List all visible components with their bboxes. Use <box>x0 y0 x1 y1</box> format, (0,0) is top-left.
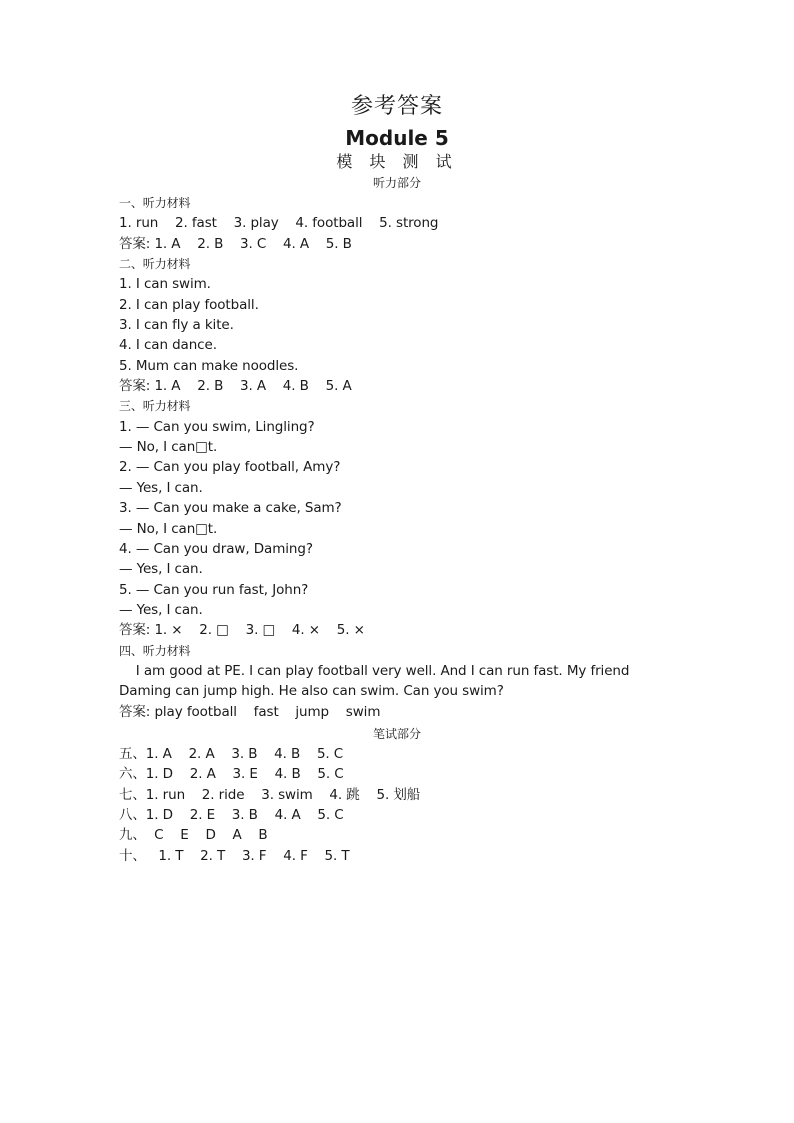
section-4-heading: 四、听力材料 <box>119 643 191 658</box>
answer-line: 八、1. D 2. E 3. B 4. A 5. C <box>119 807 344 824</box>
passage-line: Daming can jump high. He also can swim. Can you swim? <box>119 683 504 700</box>
section-2-heading: 二、听力材料 <box>119 257 191 272</box>
answer-line: 十、 1. T 2. T 3. F 4. F 5. T <box>119 847 350 864</box>
answer-line: 1. — Can you swim, Lingling? <box>119 418 315 435</box>
module-test-subtitle: 模 块 测 试 <box>336 152 458 171</box>
answer-line: — No, I can□t. <box>119 439 218 456</box>
listening-answers <box>119 193 719 722</box>
answer-line: 答案: 1. A 2. B 3. C 4. A 5. B <box>119 235 352 252</box>
answer-line: 5. — Can you run fast, John? <box>119 581 309 598</box>
answer-line: — Yes, I can. <box>119 601 203 618</box>
answer-line: 3. — Can you make a cake, Sam? <box>119 500 342 517</box>
section-3-heading: 三、听力材料 <box>119 399 191 414</box>
answer-line: 1. I can swim. <box>119 276 211 293</box>
answer-line: 4. I can dance. <box>119 337 217 354</box>
answer-line: 5. Mum can make noodles. <box>119 357 299 374</box>
answer-line: 答案: play football fast jump swim <box>119 703 381 720</box>
answer-line: 答案: 1. A 2. B 3. A 4. B 5. A <box>119 378 352 395</box>
answer-line: 2. I can play football. <box>119 296 259 313</box>
written-part-heading: 笔试部分 <box>372 727 421 741</box>
answer-line: 五、1. A 2. A 3. B 4. B 5. C <box>119 746 344 762</box>
answer-line: 3. I can fly a kite. <box>119 317 234 334</box>
section-1-heading: 一、听力材料 <box>119 196 191 210</box>
answer-line: 1. run 2. fast 3. play 4. football 5. strong <box>119 215 439 232</box>
listening-part-heading: 听力部分 <box>372 176 421 190</box>
answer-line: 2. — Can you play football, Amy? <box>119 459 341 476</box>
answer-line: 六、1. D 2. A 3. E 4. B 5. C <box>119 766 344 783</box>
answer-line: — Yes, I can. <box>119 561 203 578</box>
page-title: 参考答案 <box>350 94 443 119</box>
answer-line: 九、 C E D A B <box>119 827 268 844</box>
answer-line: 4. — Can you draw, Daming? <box>119 540 313 557</box>
answer-line: — No, I can□t. <box>119 520 218 537</box>
module-title: Module 5 <box>345 126 449 150</box>
answer-line: 答案: 1. × 2. □ 3. □ 4. × 5. × <box>119 622 365 639</box>
answer-line: 七、1. run 2. ride 3. swim 4. 跳 5. 划船 <box>119 786 421 803</box>
passage-line: I am good at PE. I can play football very well. And I can run fast. My friend <box>119 662 630 679</box>
answer-line: — Yes, I can. <box>119 479 203 496</box>
written-answers <box>119 744 719 866</box>
